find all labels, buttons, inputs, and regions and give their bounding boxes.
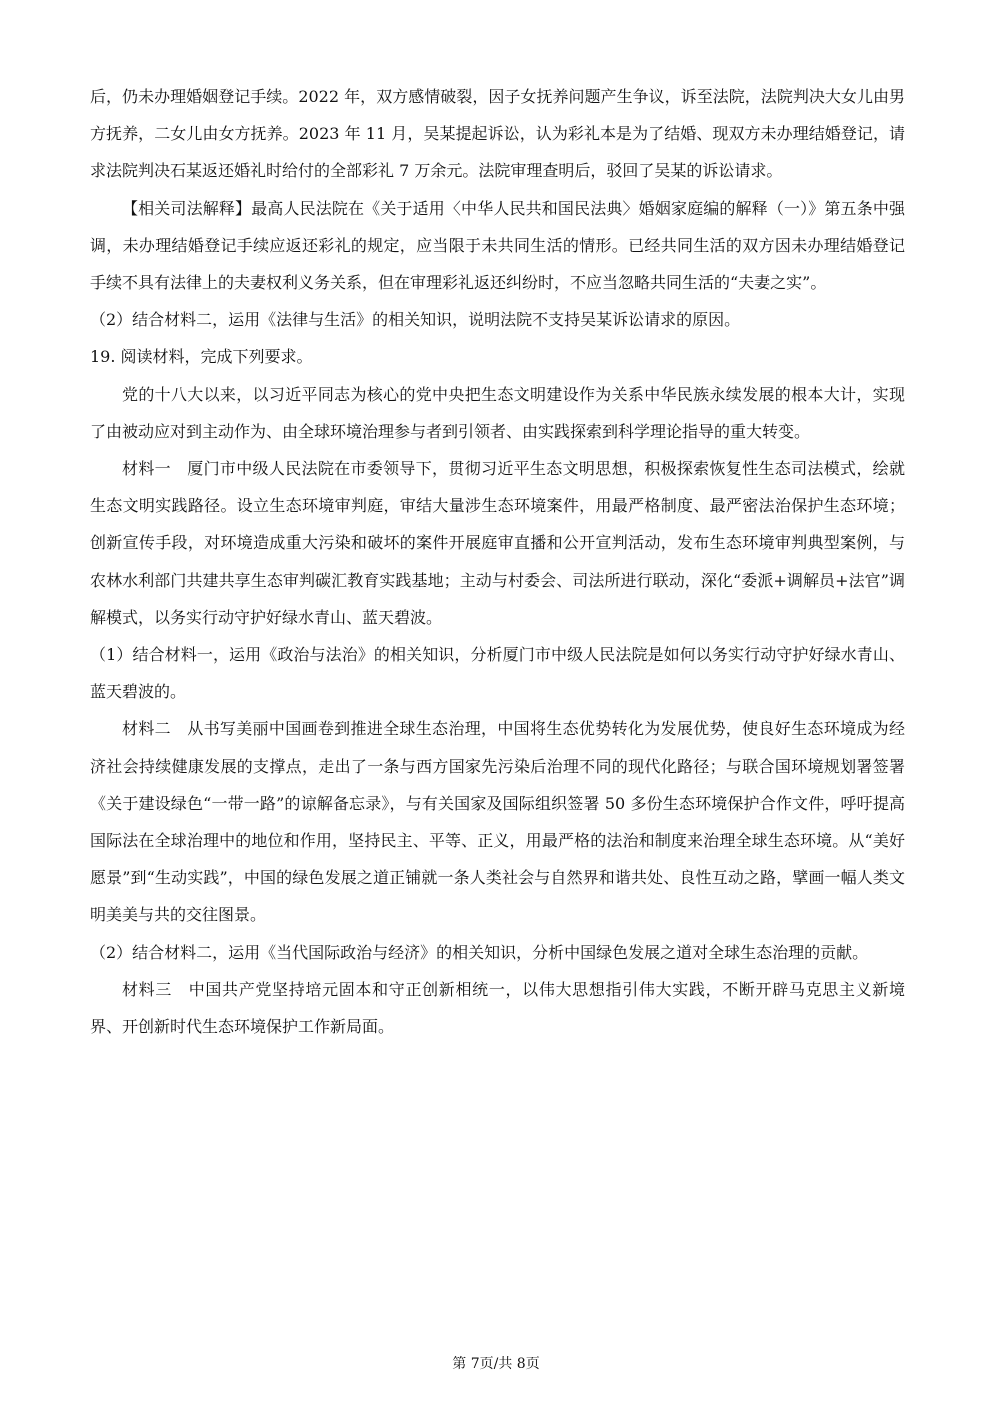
material-three: 材料三 中国共产党坚持培元固本和守正创新相统一，以伟大思想指引伟大实践，不断开辟马克思主义新境界、开创新时代生态环境保护工作新局面。 <box>90 979 905 1037</box>
question-18-part-2: （2）结合材料二，运用《法律与生活》的相关知识，说明法院不支持吴某诉讼请求的原因。 <box>90 310 741 330</box>
document-body <box>90 78 905 1045</box>
material-two: 材料二 从书写美丽中国画卷到推进全球生态治理，中国将生态优势转化为发展优势，使良好生态环境成为经济社会持续健康发展的支撑点，走出了一条与西方国家先污染后治理不同的现代化路径；与联合国环境规划署签署《关于建设绿色“一带一路”的谅解备忘录》，与有关国家及国际组织签署 50 多份生态环境保护合作文件，呼吁提高国际法在全球治理中的地位和作用，坚持民主、平等、正义，用最严格的法治和制度来治理全球生态环境。从“美好愿景”到“生动实践”，中国的绿色发展之道正铺就一条人类社会与自然界和谐共处、良性互动之路，擘画一幅人类文明美美与共的交往图景。 <box>90 719 905 925</box>
question-19-part-1: （1）结合材料一，运用《政治与法治》的相关知识，分析厦门市中级人民法院是如何以务实行动守护好绿水青山、蓝天碧波的。 <box>90 645 905 702</box>
question-19-part-2: （2）结合材料二，运用《当代国际政治与经济》的相关知识，分析中国绿色发展之道对全球生态治理的贡献。 <box>90 942 869 962</box>
material-one: 材料一 厦门市中级人民法院在市委领导下，贯彻习近平生态文明思想，积极探索恢复性生态司法模式，绘就生态文明实践路径。设立生态环境审判庭，审结大量涉生态环境案件，用最严格制度、最严密法治保护生态环境；创新宣传手段，对环境造成重大污染和破坏的案件开展庭审直播和公开宣判活动，发布生态环境审判典型案例，与农林水利部门共建共享生态审判碳汇教育实践基地；主动与村委会、司法所进行联动，深化“委派+调解员+法官”调解模式，以务实行动守护好绿水青山、蓝天碧波。 <box>90 459 905 627</box>
question-19-intro: 党的十八大以来，以习近平同志为核心的党中央把生态文明建设作为关系中华民族永续发展的根本大计，实现了由被动应对到主动作为、由全球环境治理参与者到引领者、由实践探索到科学理论指导的重大转变。 <box>90 384 905 441</box>
judicial-interpretation-paragraph: 【相关司法解释】最高人民法院在《关于适用〈中华人民共和国民法典〉婚姻家庭编的解释（一）》第五条中强调，未办理结婚登记手续应返还彩礼的规定，应当限于未共同生活的情形。已经共同生活的双方因未办理结婚登记手续不具有法律上的夫妻权利义务关系，但在审理彩礼返还纠纷时，不应当忽略共同生活的“夫妻之实”。 <box>90 198 905 293</box>
question-19-heading: 19. 阅读材料，完成下列要求。 <box>90 347 313 367</box>
case-paragraph: 后，仍未办理婚姻登记手续。2022 年，双方感情破裂，因子女抚养问题产生争议，诉至法院，法院判决大女儿由男方抚养，二女儿由女方抚养。2023 年 11 月，吴某提起诉讼，认为彩礼本是为了结婚、现双方未办理结婚登记，请求法院判决石某返还婚礼时给付的全部彩礼 7 万余元。法院审理查明后，驳回了吴某的诉讼请求。 <box>90 87 905 181</box>
page-number: 第 7页/共 8页 <box>452 1356 540 1372</box>
